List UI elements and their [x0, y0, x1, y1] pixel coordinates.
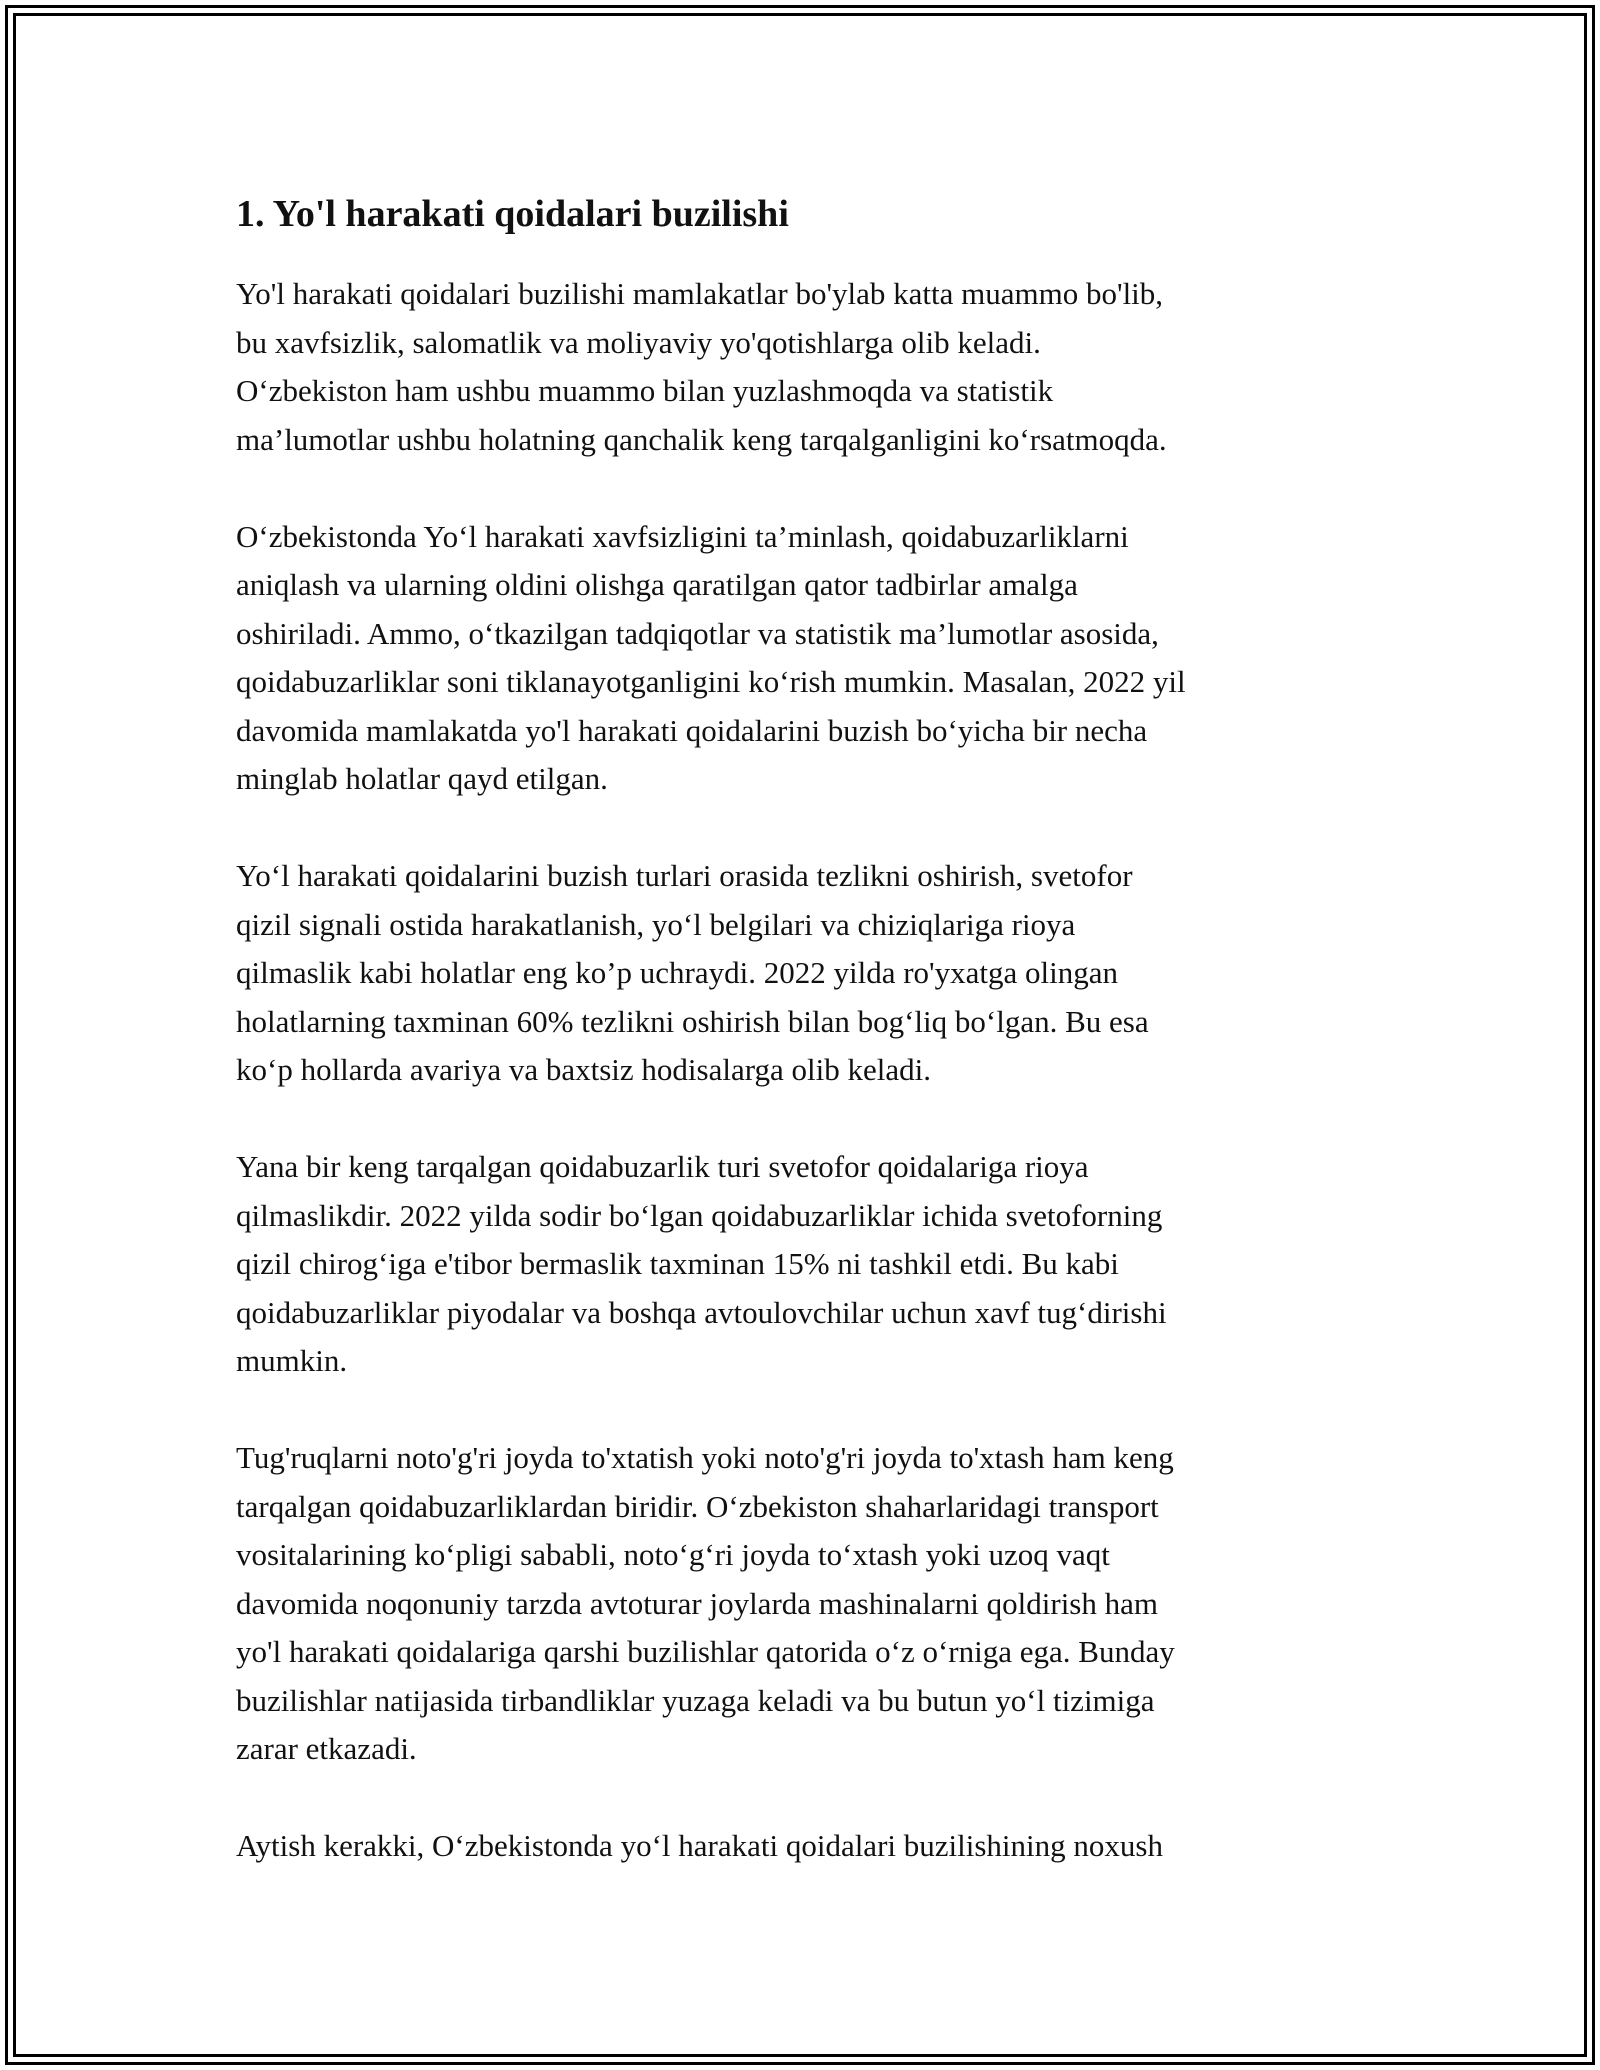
text-line: yo'l harakati qoidalariga qarshi buzilishlar qatorida o‘z o‘rniga ega. Bunday	[236, 1634, 1175, 1669]
section-heading: 1. Yo'l harakati qoidalari buzilishi	[236, 193, 789, 235]
text-line: qizil signali ostida harakatlanish, yo‘l belgilari va chiziqlariga rioya	[236, 906, 1076, 942]
text-line: minglab holatlar qayd etilgan.	[236, 761, 608, 796]
paragraph	[236, 513, 1366, 804]
paragraph	[236, 1143, 1366, 1386]
text-line: qoidabuzarliklar piyodalar va boshqa avtoulovchilar uchun xavf tug‘dirishi	[236, 1294, 1167, 1330]
text-line: davomida noqonuniy tarzda avtoturar joylarda mashinalarni qoldirish ham	[236, 1585, 1158, 1621]
paragraph	[236, 1822, 1366, 1871]
text-line: vositalarining ko‘pligi sababli, noto‘g‘ri joyda to‘xtash yoki uzoq vaqt	[236, 1537, 1110, 1572]
text-line: Yo'l harakati qoidalari buzilishi mamlakatlar bo'ylab katta muammo bo'lib,	[236, 276, 1164, 311]
text-line: davomida mamlakatda yo'l harakati qoidalarini buzish bo‘yicha bir necha	[236, 712, 1148, 748]
text-line: Tug'ruqlarni noto'g'ri joyda to'xtatish yoki noto'g'ri joyda to'xtash ham keng	[236, 1440, 1174, 1475]
text-line: ma’lumotlar ushbu holatning qanchalik keng tarqalganligini ko‘rsatmoqda.	[236, 421, 1167, 457]
paragraph	[236, 852, 1366, 1095]
text-line: buzilishlar natijasida tirbandliklar yuzaga keladi va bu butun yo‘l tizimiga	[236, 1682, 1155, 1718]
text-line: Aytish kerakki, O‘zbekistonda yo‘l harakati qoidalari buzilishining noxush	[236, 1828, 1163, 1863]
text-line: qilmaslikdir. 2022 yilda sodir bo‘lgan qoidabuzarliklar ichida svetoforning	[236, 1197, 1163, 1233]
text-line: bu xavfsizlik, salomatlik va moliyaviy yo'qotishlarga olib keladi.	[236, 324, 1041, 360]
text-line: Yana bir keng tarqalgan qoidabuzarlik turi svetofor qoidalariga rioya	[236, 1149, 1089, 1184]
paragraph	[236, 1434, 1366, 1774]
paragraph-list	[236, 270, 1366, 1871]
document-body	[236, 186, 1366, 1919]
text-line: qizil chirog‘iga e'tibor bermaslik taxminan 15% ni tashkil etdi. Bu kabi	[236, 1246, 1119, 1281]
text-line: ko‘p hollarda avariya va baxtsiz hodisalarga olib keladi.	[236, 1052, 931, 1087]
text-line: O‘zbekiston ham ushbu muammo bilan yuzlashmoqda va statistik	[236, 373, 1054, 408]
text-line: tarqalgan qoidabuzarliklardan biridir. O‘zbekiston shaharlaridagi transport	[236, 1488, 1159, 1524]
text-line: zarar etkazadi.	[236, 1731, 417, 1766]
text-line: O‘zbekistonda Yo‘l harakati xavfsizligini ta’minlash, qoidabuzarliklarni	[236, 518, 1129, 554]
text-line: qoidabuzarliklar soni tiklanayotganligini ko‘rish mumkin. Masalan, 2022 yil	[236, 664, 1186, 699]
paragraph	[236, 270, 1366, 464]
text-line: holatlarning taxminan 60% tezlikni oshirish bilan bog‘liq bo‘lgan. Bu esa	[236, 1003, 1149, 1039]
text-line: qilmaslik kabi holatlar eng ko’p uchraydi. 2022 yilda ro'yxatga olingan	[236, 955, 1118, 990]
text-line: mumkin.	[236, 1343, 348, 1378]
text-line: oshiriladi. Ammo, o‘tkazilgan tadqiqotlar va statistik ma’lumotlar asosida,	[236, 615, 1159, 651]
text-line: Yo‘l harakati qoidalarini buzish turlari orasida tezlikni oshirish, svetofor	[236, 858, 1133, 893]
text-line: aniqlash va ularning oldini olishga qaratilgan qator tadbirlar amalga	[236, 567, 1078, 602]
